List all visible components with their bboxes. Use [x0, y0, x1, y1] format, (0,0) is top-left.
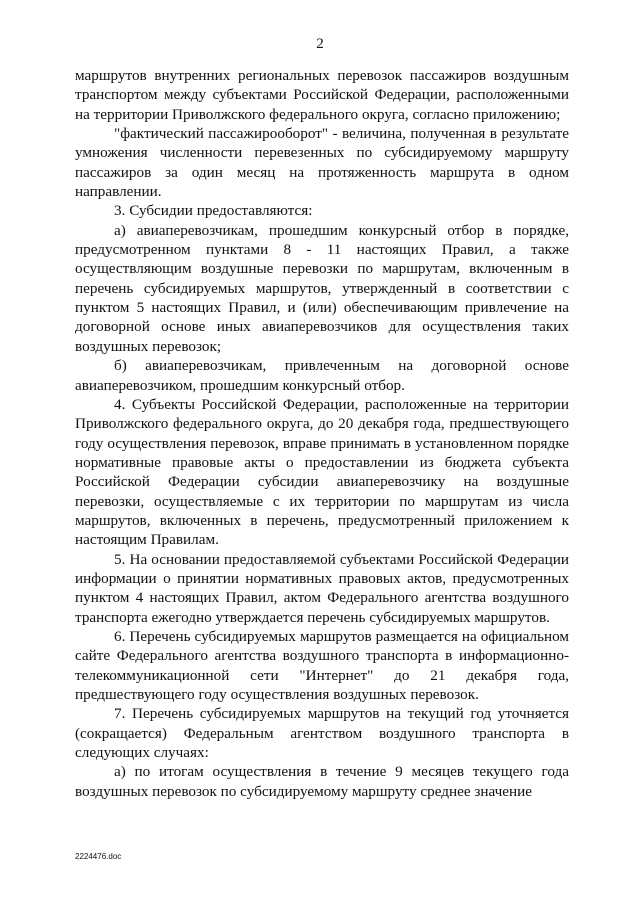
paragraph-continuation: маршрутов внутренних региональных перевозок пассажиров воздушным транспортом между субъектами Российской Федерации, расположенными на территории Приволжского федерального округа, согласно приложению;: [75, 67, 569, 123]
paragraph-3-heading: 3. Субсидии предоставляются:: [114, 202, 313, 220]
paragraph-definition-passenger-turnover: "фактический пассажирооборот" - величина, полученная в результате умножения численности перевезенных по субсидируемому маршруту пассажиров за один месяц на протяженность маршрута в одном направлении.: [75, 125, 569, 201]
paragraph-4: 4. Субъекты Российской Федерации, расположенные на территории Приволжского федерального округа, до 20 декабря года, предшествующего году осуществления перевозок, вправе принимать в установленном порядке нормативные правовые акты о предоставлении из бюджета субъекта Российской Федерации субсидии авиаперевозчику на воздушные перевозки, осуществляемые с их территории по маршрутам из числа маршрутов, включенных в перечень, предусмотренный приложением к настоящим Правилам.: [75, 395, 569, 549]
paragraph-7a: а) по итогам осуществления в течение 9 месяцев текущего года воздушных перевозок по субсидируемому маршруту среднее значение: [75, 763, 569, 800]
footer-document-code: 2224476.doc: [75, 852, 122, 861]
page-number: 2: [316, 36, 324, 52]
paragraph-3a: а) авиаперевозчикам, прошедшим конкурсный отбор в порядке, предусмотренном пунктами 8 - 11 настоящих Правил, а также осуществляющим воздушные перевозки по маршрутам, включенным в перечень субсидируемых маршрутов, утвержденный в соответствии с пунктом 5 настоящих Правил, и (или) обеспечивающим привлечение на договорной основе иных авиаперевозчиков для осуществления таких воздушных перевозок;: [75, 221, 569, 355]
paragraph-3b: б) авиаперевозчикам, привлеченным на договорной основе авиаперевозчиком, прошедшим конкурсный отбор.: [75, 357, 569, 394]
paragraph-6: 6. Перечень субсидируемых маршрутов размещается на официальном сайте Федерального агентства воздушного транспорта в информационно-телекоммуникационной сети "Интернет" до 21 декабря года, предшествующего году осуществления воздушных перевозок.: [75, 627, 569, 703]
paragraph-5: 5. На основании предоставляемой субъектами Российской Федерации информации о принятии нормативных правовых актов, предусмотренных пунктом 4 настоящих Правил, актом Федерального агентства воздушного транспорта ежегодно утверждается перечень субсидируемых маршрутов.: [75, 550, 569, 626]
document-body: [75, 66, 569, 801]
paragraph-7: 7. Перечень субсидируемых маршрутов на текущий год уточняется (сокращается) Федеральным агентством воздушного транспорта в следующих случаях:: [75, 705, 569, 762]
